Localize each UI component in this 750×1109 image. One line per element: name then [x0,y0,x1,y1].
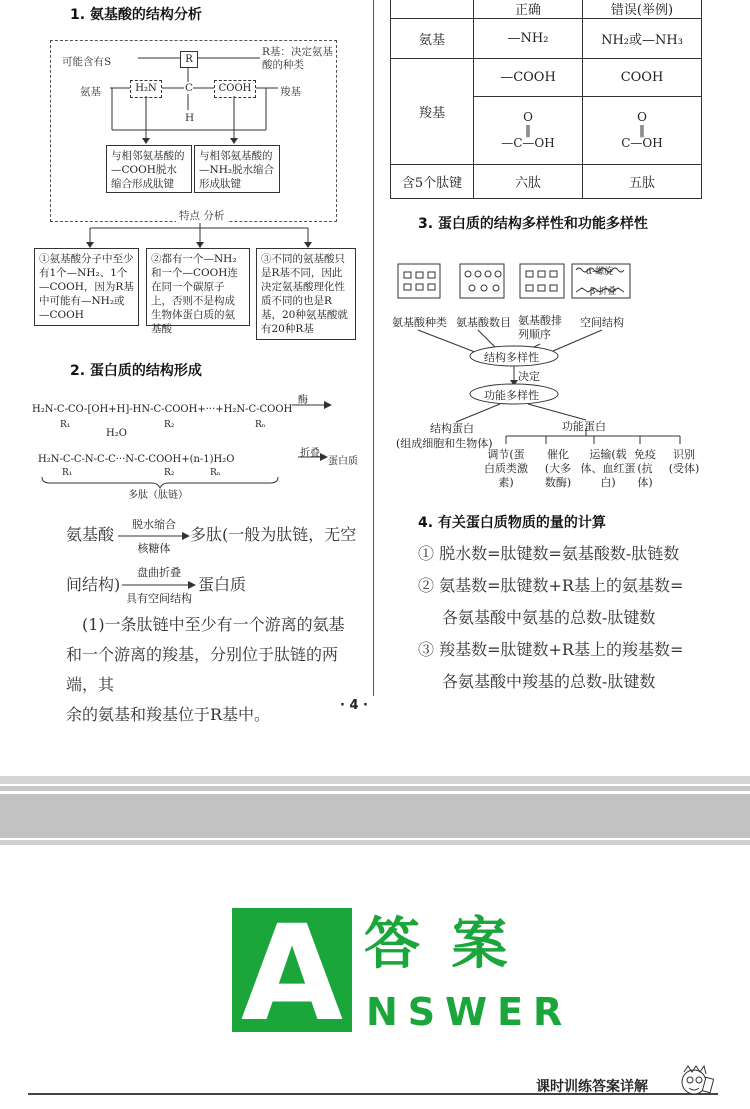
flow2-arrow-bottom-label: 具有空间结构 [126,592,192,605]
mascot-icon [678,1064,714,1098]
comparison-table [390,0,702,199]
table-cell: 氨基 [391,19,474,59]
list-item: ③ 羧基数=肽键数+R基上的羧基数= [418,640,684,659]
function-immunity: 免疫(抗体) [634,448,656,489]
label-amino-acid-order: 氨基酸排列顺序 [518,314,562,341]
function-catalysis: 催化(大多数酶) [544,448,572,489]
hydrogen-label: H [185,112,195,124]
table-row [391,59,702,97]
table-cell [474,97,583,165]
table-header-cell [391,0,474,19]
flow1-arrow-top-label: 脱水缩合 [132,518,176,531]
page-number: · 4 · [340,698,368,713]
r-group-box: R [180,51,198,68]
list-item: ② 氨基数=肽键数+R基上的氨基数= [418,576,684,595]
rn-label-bottom: Rₙ [210,468,221,478]
left-peptide-bond-box: 与相邻氨基酸的—COOH脱水缩合形成肽键 [106,145,192,193]
amino-group-label: 氨基 [80,86,101,98]
may-contain-s-label: 可能含有S [62,56,112,68]
table-cell: 含5个肽键 [391,165,474,199]
double-bond-mark: ‖ [525,123,531,137]
reaction-equation-bottom: H₂N-C-C-N-C-C···N-C-COOH+(n-1)H₂O [38,454,235,465]
section4-list [418,538,728,698]
polypeptide-label: 多肽（肽链） [128,490,188,501]
protein-product-label: 蛋白质 [328,456,358,467]
label-amino-acid-count: 氨基酸数目 [456,316,511,329]
section2-title: 2. 蛋白质的结构形成 [70,363,202,379]
fold-label: 折叠 [300,448,320,459]
table-cell: —COOH [474,59,583,97]
section1-title: 1. 氨基酸的结构分析 [70,7,202,23]
section2-paragraph [66,610,366,730]
structural-protein: 结构蛋白 [430,422,474,435]
label-spatial-structure: 空间结构 [580,316,624,329]
table-header-cell: 错误(举例) [583,0,702,19]
paragraph-line-3: 余的氨基和羧基位于R基中。 [66,705,271,724]
table-cell: —NH₂ [474,19,583,59]
banner-stripe [0,776,750,784]
banner-stripe [0,794,750,838]
r1-label-bottom: R₁ [62,468,73,478]
double-bond-mark: ‖ [639,123,645,137]
oxygen-label: O [637,110,647,124]
paragraph-line-1: (1)一条肽链中至少有一个游离的氨基 [82,615,345,634]
note-box-3: ③不同的氨基酸只是R基不同，因此决定氨基酸理化性质不同的也是R基，20种氨基酸就有20种R基 [256,248,356,340]
table-header-cell: 正确 [474,0,583,19]
water-label: H₂O [106,428,127,439]
label-amino-acid-kinds: 氨基酸种类 [392,316,447,329]
table-cell-text: —C—OH [501,136,555,150]
note-box-2: ②都有一个—NH₂和一个—COOH连在同一个碳原子上，否则不是构成生物体蛋白质的氨基酸 [146,248,250,326]
section3-title: 3. 蛋白质的结构多样性和功能多样性 [418,216,648,232]
cooh-box: COOH [214,80,256,98]
function-recognition: 识别(受体) [668,448,700,475]
answer-chinese: 答 案 [364,912,514,977]
function-regulation: 调节(蛋白质类激素) [484,448,528,489]
column-divider [373,0,374,696]
section4-title: 4. 有关蛋白质物质的量的计算 [418,515,606,531]
function-transport: 运输(载体、血红蛋白) [580,448,636,489]
paragraph-line-2: 和一个游离的羧基，分别位于肽链的两端，其 [66,645,339,694]
answer-english: NSWER [366,990,573,1034]
flow2-arrow-top-label: 盘曲折叠 [137,566,181,579]
enzyme-arrow [292,400,332,410]
answer-logo-a: A [240,897,344,1051]
flow2-arrow [122,580,196,590]
carboxyl-group-label: 羧基 [280,86,301,98]
decide-label: 决定 [518,370,540,383]
table-row [391,165,702,199]
beta-sheet-label: β-折叠 [590,287,617,297]
features-analysis-label: 特点 分析 [176,208,227,223]
r1-label-top: R₁ [60,420,71,430]
table-cell: 五肽 [583,165,702,199]
table-cell: COOH [583,59,702,97]
structural-protein-note: (组成细胞和生物体) [396,437,493,450]
answer-logo-a-block [232,897,352,1051]
list-item: 各氨基酸中羧基的总数-肽键数 [442,672,656,691]
flow2-end: 蛋白质 [198,575,247,594]
list-item: ① 脱水数=肽键数=氨基酸数-肽链数 [418,544,680,563]
note-box-1: ①氨基酸分子中至少有1个—NH₂、1个—COOH，因为R基中可能有—NH₂或—COOH [34,248,139,326]
table-header-row [391,0,702,19]
functional-protein: 功能蛋白 [562,420,606,433]
table-cell: 羧基 [391,59,474,165]
oxygen-label: O [523,110,533,124]
flow2-start: 间结构) [66,575,121,594]
banner-stripe [0,786,750,791]
table-cell [583,97,702,165]
enzyme-label: 酶 [298,395,308,406]
right-peptide-bond-box: 与相邻氨基酸的—NH₂脱水缩合形成肽键 [194,145,280,193]
table-cell: NH₂或—NH₃ [583,19,702,59]
banner-stripe [0,840,750,845]
table-cell: 六肽 [474,165,583,199]
list-item: 各氨基酸中氨基的总数-肽键数 [442,608,656,627]
r2-label-bottom: R₂ [164,468,175,478]
table-row [391,19,702,59]
flow1-arrow-bottom-label: 核糖体 [137,542,171,555]
alpha-helix-label: α-螺旋 [586,267,614,277]
flow1-start: 氨基酸 [66,525,115,544]
flow1-end: 多肽(一般为肽链，无空 [190,525,357,544]
table-cell-text: C—OH [621,136,663,150]
fold-arrow [298,452,328,462]
rn-label-top: Rₙ [255,420,266,430]
footer-title: 课时训练答案详解 [536,1079,648,1095]
r-group-note: R基：决定氨基酸的种类 [262,46,333,71]
reaction-equation-top: H₂N-C-CO-[OH+H]-HN-C-COOH+···+H₂N-C-COOH [32,404,293,415]
nh2-box: H₂N [130,80,162,98]
central-carbon: C [185,82,194,94]
function-diversity: 功能多样性 [484,389,539,402]
structure-diversity: 结构多样性 [484,351,539,364]
r2-label-top: R₂ [164,420,175,430]
